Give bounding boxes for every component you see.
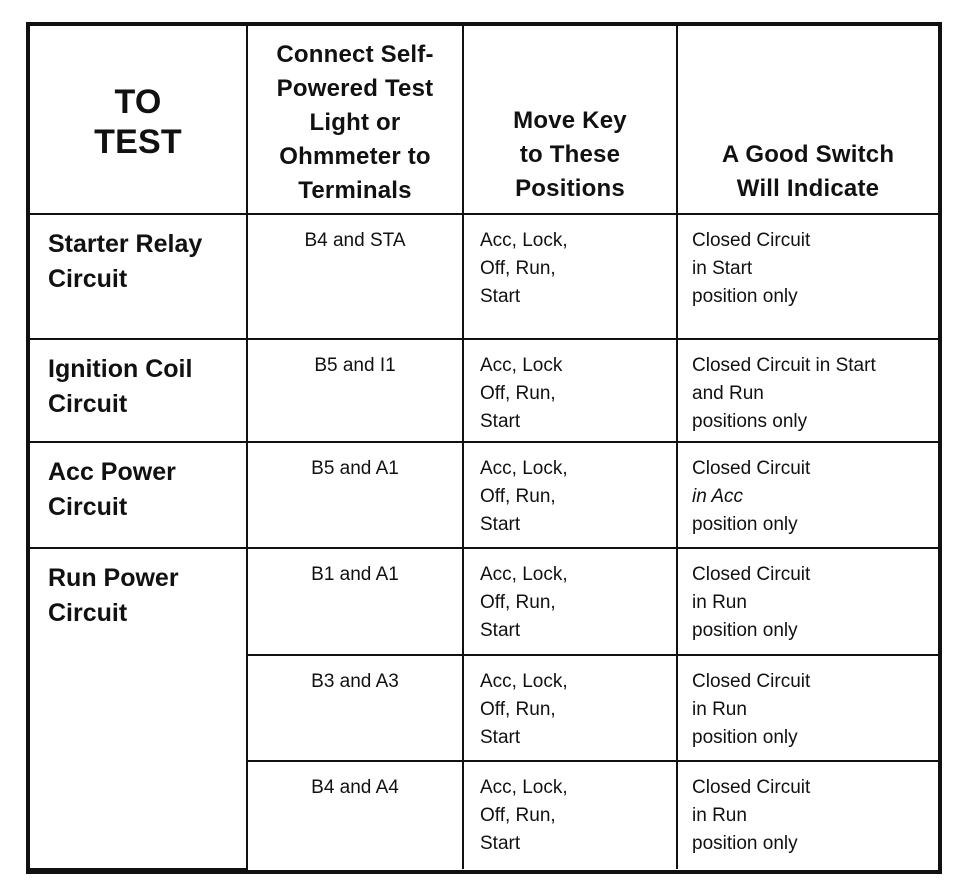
- header-good-switch-line: Will Indicate: [736, 175, 880, 202]
- test-cell: [30, 442, 247, 547]
- positions-line: Off, Run,: [480, 383, 556, 405]
- positions-line: Acc, Lock,: [480, 458, 568, 480]
- test-name-line: Run Power: [48, 563, 179, 592]
- table-row: [30, 548, 938, 655]
- positions-line: Start: [480, 286, 521, 308]
- header-to-test-line: TO: [114, 82, 162, 121]
- header-connect-line: Powered Test: [276, 75, 434, 102]
- switch-test-table: [30, 26, 938, 870]
- positions-line: Start: [480, 514, 521, 536]
- test-name-line: Circuit: [48, 598, 128, 627]
- header-connect-line: Terminals: [298, 177, 412, 204]
- positions-cell: [463, 442, 677, 547]
- terminals-value: B4 and STA: [304, 230, 406, 252]
- positions-line: Off, Run,: [480, 258, 556, 280]
- positions-line: Acc, Lock,: [480, 776, 568, 798]
- indicate-line: position only: [692, 619, 798, 641]
- indicate-cell: [677, 655, 938, 761]
- positions-line: Start: [480, 619, 521, 641]
- header-to-test: [30, 26, 247, 214]
- positions-cell: [463, 339, 677, 442]
- indicate-line: in Run: [692, 698, 747, 720]
- header-move-key-line: Move Key: [513, 107, 627, 134]
- indicate-cell: [677, 442, 938, 547]
- test-name-line: Ignition Coil: [48, 355, 193, 384]
- indicate-line: Closed Circuit in Start: [692, 355, 876, 377]
- header-good-switch: [677, 26, 938, 214]
- test-name-line: Circuit: [48, 265, 128, 294]
- table-row: [30, 214, 938, 339]
- table-row: [30, 339, 938, 442]
- header-move-key: [463, 26, 677, 214]
- terminals-value: B1 and A1: [311, 563, 399, 585]
- indicate-line: in Run: [692, 804, 747, 826]
- indicate-line: in Acc: [692, 486, 744, 508]
- terminals-value: B3 and A3: [311, 670, 399, 692]
- positions-line: Start: [480, 726, 521, 748]
- test-name-line: Acc Power: [48, 458, 176, 487]
- indicate-line: Closed Circuit: [692, 563, 811, 585]
- terminals-cell: [247, 761, 463, 869]
- terminals-cell: [247, 214, 463, 339]
- indicate-cell: [677, 761, 938, 869]
- indicate-cell: [677, 548, 938, 655]
- positions-cell: [463, 548, 677, 655]
- positions-line: Off, Run,: [480, 591, 556, 613]
- positions-line: Off, Run,: [480, 486, 556, 508]
- header-connect-terminals: [247, 26, 463, 214]
- indicate-line: position only: [692, 832, 798, 854]
- indicate-line: in Start: [692, 258, 753, 280]
- header-connect-line: Light or: [309, 109, 401, 136]
- indicate-line: in Run: [692, 591, 747, 613]
- positions-line: Acc, Lock,: [480, 230, 568, 252]
- header-row: [30, 26, 938, 214]
- switch-test-table-frame: [26, 22, 942, 874]
- test-cell: [30, 339, 247, 442]
- terminals-value: B5 and I1: [314, 355, 396, 377]
- indicate-line: Closed Circuit: [692, 670, 811, 692]
- test-name-line: Circuit: [48, 493, 128, 522]
- indicate-cell: [677, 339, 938, 442]
- indicate-line: Closed Circuit: [692, 458, 811, 480]
- indicate-line: Closed Circuit: [692, 776, 811, 798]
- terminals-value: B5 and A1: [311, 458, 399, 480]
- header-move-key-line: Positions: [515, 175, 625, 202]
- test-name-line: Starter Relay: [48, 230, 203, 259]
- test-name-line: Circuit: [48, 390, 128, 419]
- positions-cell: [463, 761, 677, 869]
- positions-line: Start: [480, 411, 521, 433]
- terminals-value: B4 and A4: [311, 776, 399, 798]
- indicate-line: position only: [692, 726, 798, 748]
- indicate-line: positions only: [692, 411, 808, 433]
- positions-line: Off, Run,: [480, 804, 556, 826]
- terminals-cell: [247, 548, 463, 655]
- positions-line: Acc, Lock,: [480, 670, 568, 692]
- indicate-line: Closed Circuit: [692, 230, 811, 252]
- header-good-switch-line: A Good Switch: [721, 141, 895, 168]
- test-cell: [30, 548, 247, 869]
- indicate-line: position only: [692, 514, 798, 536]
- positions-line: Acc, Lock,: [480, 563, 568, 585]
- terminals-cell: [247, 339, 463, 442]
- positions-cell: [463, 655, 677, 761]
- header-to-test-line: TEST: [94, 122, 182, 161]
- positions-line: Acc, Lock: [480, 355, 563, 377]
- test-cell: [30, 214, 247, 339]
- header-connect-line: Connect Self-: [276, 41, 434, 68]
- indicate-line: and Run: [692, 383, 764, 405]
- header-connect-line: Ohmmeter to: [279, 143, 431, 170]
- indicate-cell: [677, 214, 938, 339]
- terminals-cell: [247, 442, 463, 547]
- indicate-line: position only: [692, 286, 798, 308]
- positions-line: Off, Run,: [480, 698, 556, 720]
- table-row: [30, 442, 938, 547]
- terminals-cell: [247, 655, 463, 761]
- positions-cell: [463, 214, 677, 339]
- header-move-key-line: to These: [519, 141, 621, 168]
- positions-line: Start: [480, 832, 521, 854]
